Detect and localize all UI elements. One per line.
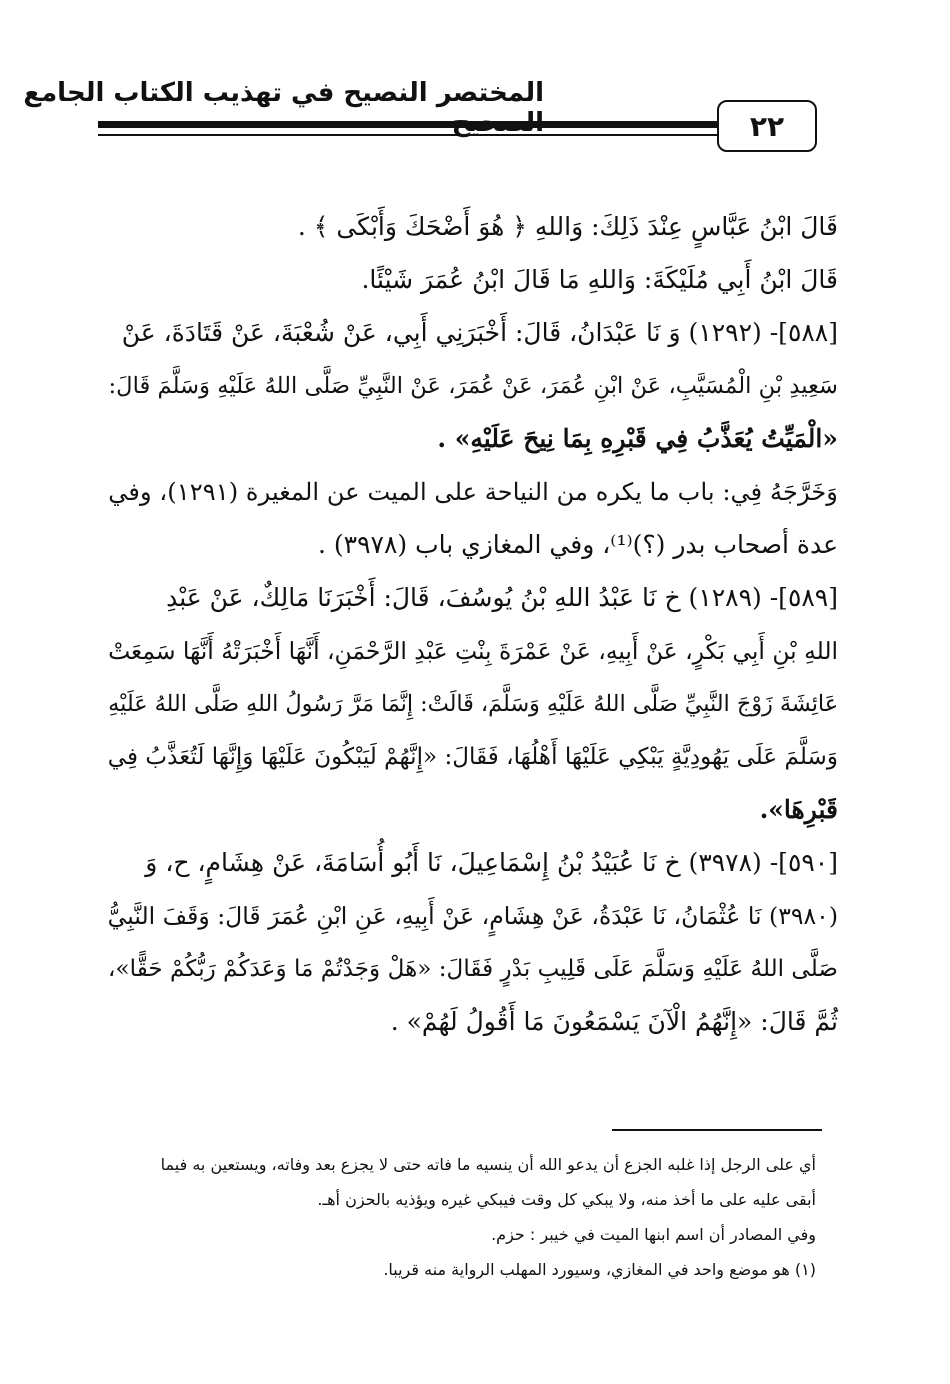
body-line: عدة أصحاب بدر (؟)⁽¹⁾، وفي المغازي باب (٣٩٧٨) .	[318, 530, 838, 559]
body-line: سَعِيدِ بْنِ الْمُسَيَّبِ، عَنْ ابْنِ عُمَرَ، عَنْ عُمَرَ، عَنْ النَّبِيِّ صَلَّى اللهُ عَلَيْهِ وَسَلَّمَ قَالَ:	[108, 373, 838, 399]
footnote-separator	[612, 1129, 822, 1131]
page-number: ٢٢	[717, 100, 817, 152]
body-line: قَالَ ابْنُ أَبِي مُلَيْكَةَ: وَاللهِ مَا قَالَ ابْنُ عُمَرَ شَيْئًا.	[361, 265, 838, 294]
body-line: وَسَلَّمَ عَلَى يَهُودِيَّةٍ يَبْكِي عَلَيْهَا أَهْلُهَا، فَقَالَ: «إِنَّهُمْ لَيَبْكُونَ عَلَيْهَا وَإِنَّهَا لَتُعَذَّبُ فِي	[107, 744, 838, 770]
body-line: قَالَ ابْنُ عَبَّاسٍ عِنْدَ ذَلِكَ: وَاللهِ ﴿ هُوَ أَضْحَكَ وَأَبْكَى ﴾ .	[297, 212, 838, 241]
footnote-line: وفي المصادر أن اسم ابنها الميت في خيبر : حزم.	[491, 1225, 816, 1244]
body-line: [٥٨٨]- (١٢٩٢) وَ نَا عَبْدَانُ، قَالَ: أَخْبَرَنِي أَبِي، عَنْ شُعْبَةَ، عَنْ قَتَادَةَ، عَنْ	[121, 318, 838, 347]
body-line: صَلَّى اللهُ عَلَيْهِ وَسَلَّمَ عَلَى قَلِيبِ بَدْرٍ فَقَالَ: «هَلْ وَجَدْتُمْ مَا وَعَدَكُمْ رَبُّكُمْ حَقًّا»،	[108, 956, 838, 982]
hadith-quote: قَبْرِهَا».	[759, 795, 838, 824]
footnote-line: أبقى عليه على ما أخذ منه، ولا يبكي كل وقت فيبكي غيره ويؤذيه بالحزن أهـ.	[317, 1190, 816, 1209]
header-rule-thick	[98, 121, 718, 128]
body-line: اللهِ بْنِ أَبِي بَكْرٍ، عَنْ أَبِيهِ، عَنْ عَمْرَةَ بِنْتِ عَبْدِ الرَّحْمَنِ، أَنَّهَا أَخْبَرَتْهُ أَنَّهَا سَمِعَتْ	[108, 637, 838, 665]
body-line: [٥٩٠]- (٣٩٧٨) خ نَا عُبَيْدُ بْنُ إِسْمَاعِيلَ، نَا أَبُو أُسَامَةَ، عَنْ هِشَامٍ، ح، وَ	[145, 848, 838, 877]
header-rule-thin	[98, 134, 718, 136]
hadith-quote: «الْمَيِّتُ يُعَذَّبُ فِي قَبْرِهِ بِمَا نِيحَ عَلَيْهِ» .	[437, 424, 838, 453]
body-line: ثُمَّ قَالَ: «إِنَّهُمُ الْآنَ يَسْمَعُونَ مَا أَقُولُ لَهُمْ» .	[390, 1007, 838, 1036]
footnote-line: أي على الرجل إذا غلبه الجزع أن يدعو الله أن ينسيه ما فاته حتى لا يجزع بعد وفاته، ويستعين به فيما	[160, 1155, 816, 1174]
body-line: (٣٩٨٠) نَا عُثْمَانُ، نَا عَبْدَةُ، عَنْ هِشَامٍ، عَنْ أَبِيهِ، عَنِ ابْنِ عُمَرَ قَالَ: وَقَفَ النَّبِيُّ	[107, 902, 838, 930]
body-line: [٥٨٩]- (١٢٨٩) خ نَا عَبْدُ اللهِ بْنُ يُوسُفَ، قَالَ: أَخْبَرَنَا مَالِكٌ، عَنْ عَبْدِ	[166, 583, 838, 612]
body-line: وَخَرَّجَهُ فِي: باب ما يكره من النياحة على الميت عن المغيرة (١٢٩١)، وفي	[108, 477, 838, 506]
running-title: المختصر النصيح في تهذيب الكتاب الجامع	[23, 78, 544, 108]
footnote-line: (١) هو موضع واحد في المغازي، وسيورد المهلب الرواية منه قريبا.	[383, 1260, 816, 1279]
body-line: عَائِشَةَ زَوْجَ النَّبِيِّ صَلَّى اللهُ عَلَيْهِ وَسَلَّمَ، قَالَتْ: إِنَّمَا مَرَّ رَسُولُ اللهِ صَلَّى اللهُ عَلَيْهِ	[108, 691, 838, 717]
